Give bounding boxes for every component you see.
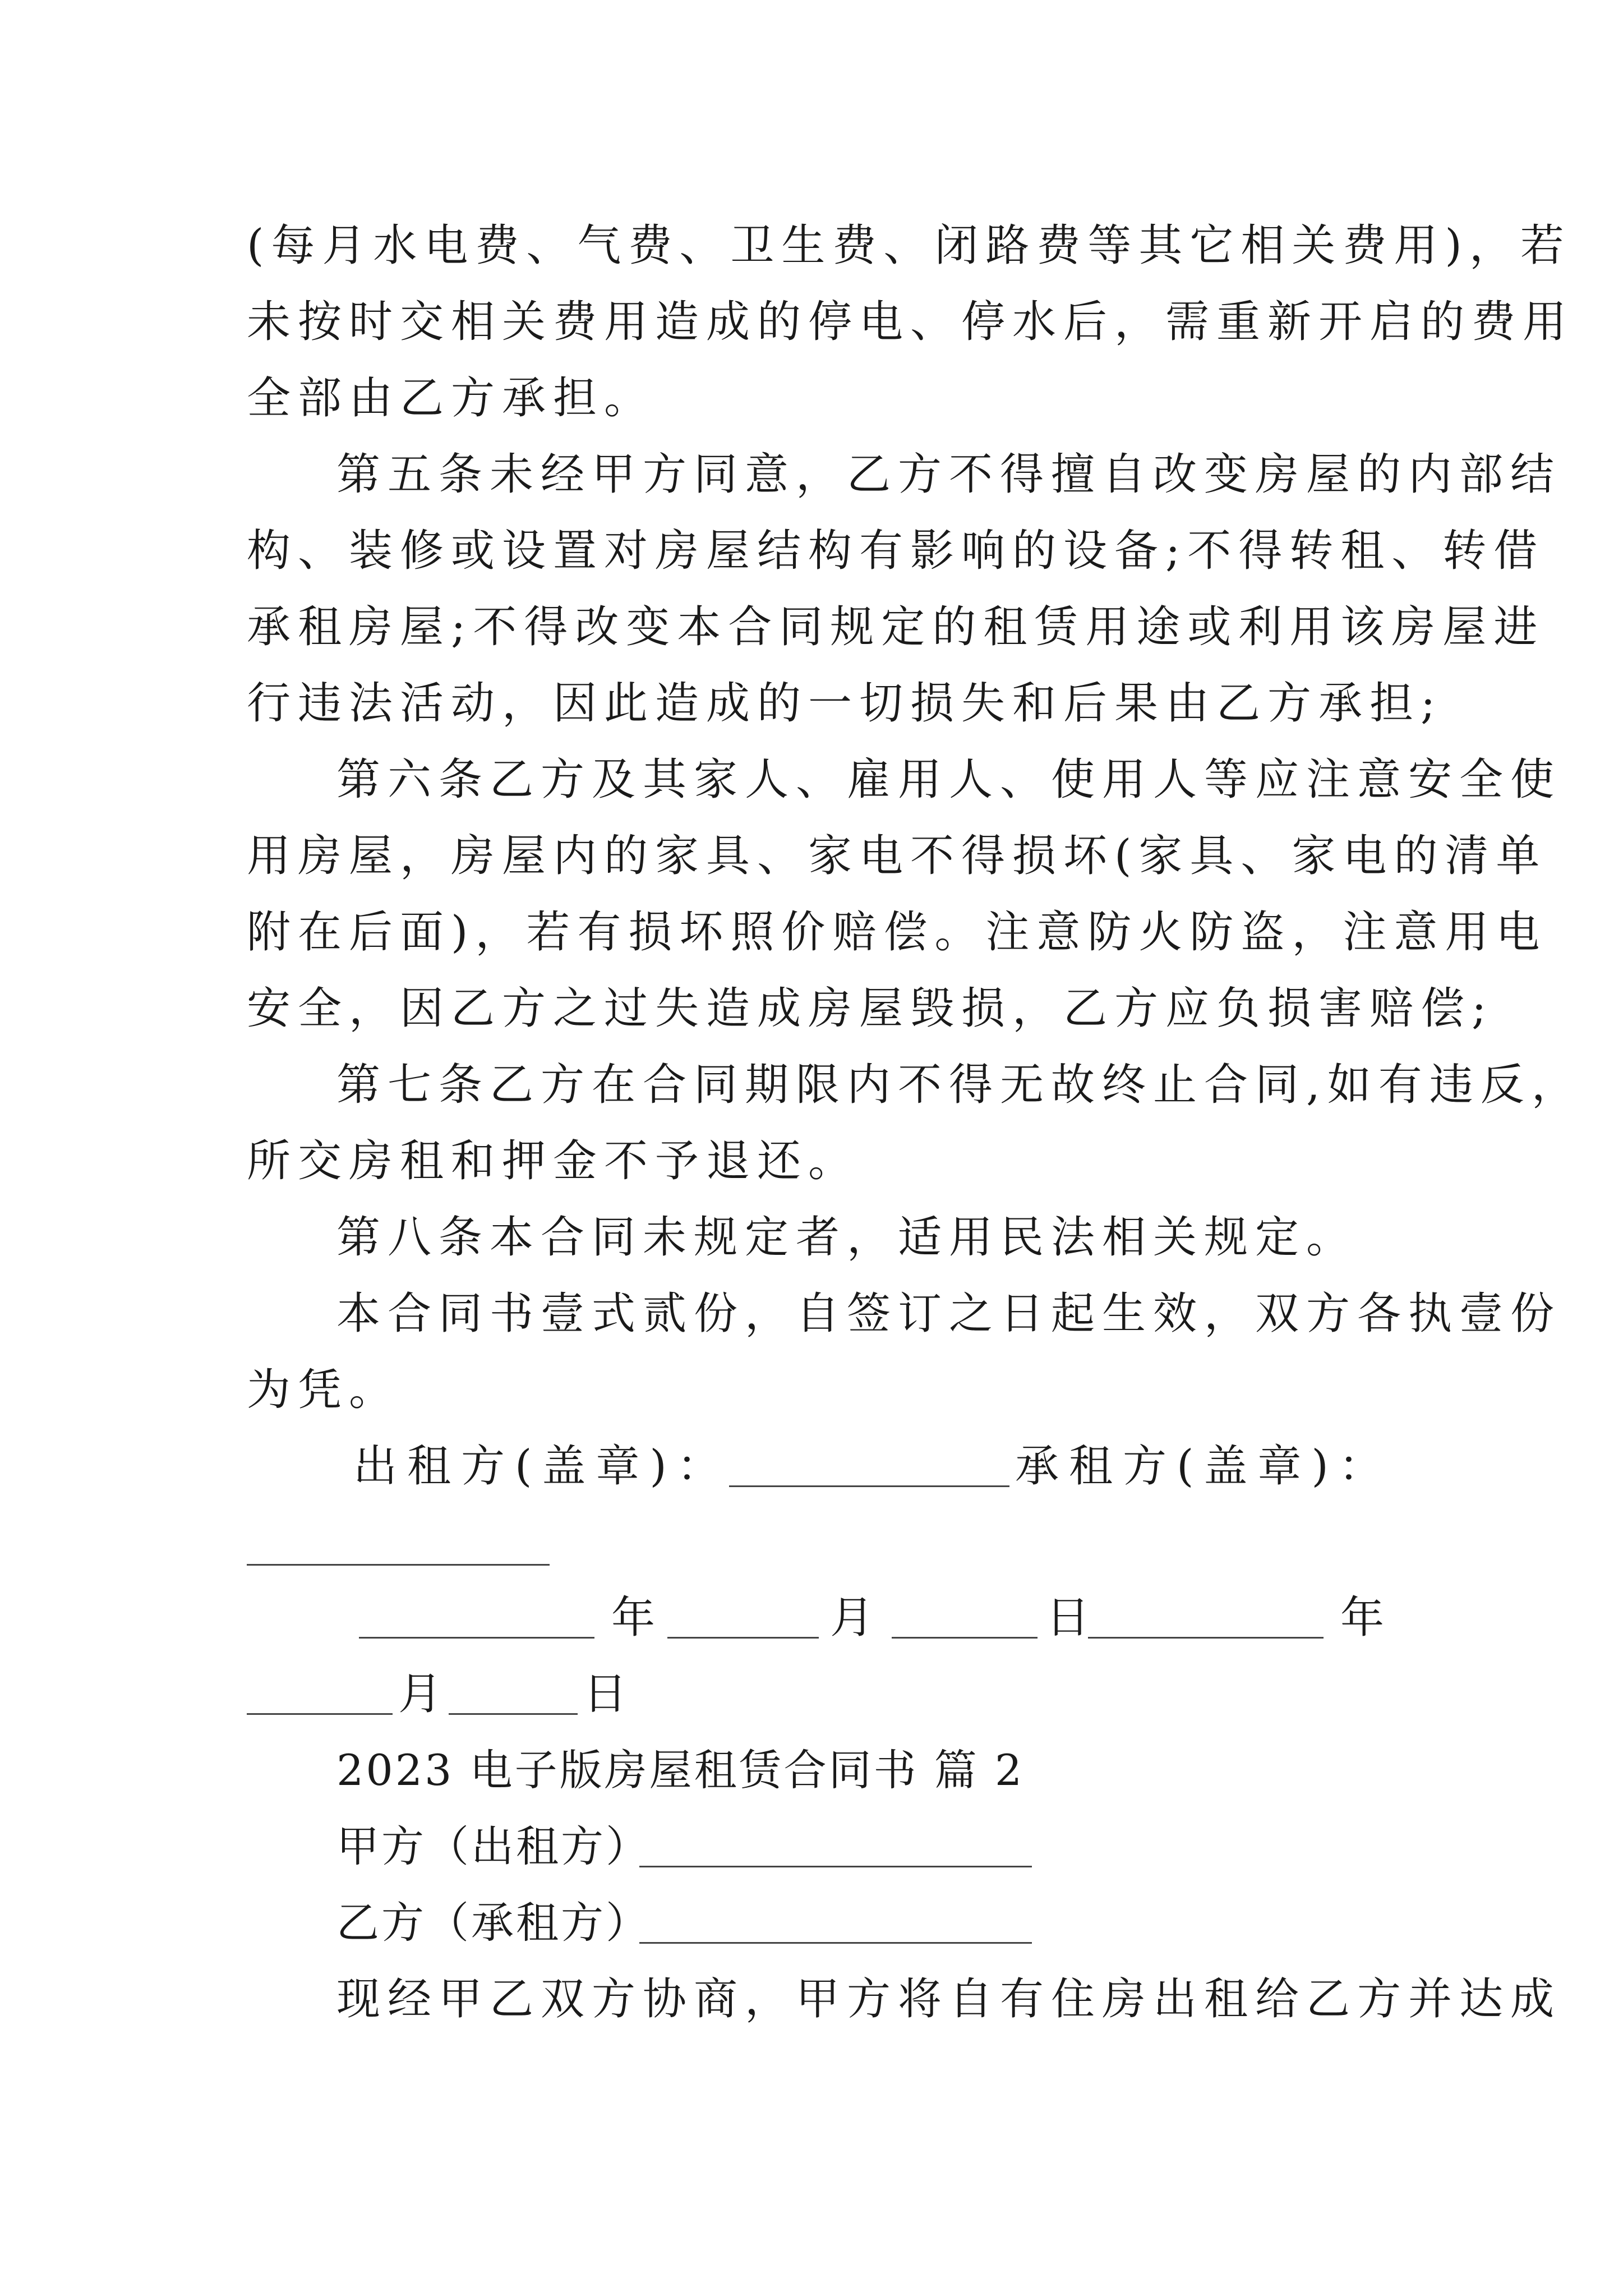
lessee-signature-blank[interactable] <box>247 1525 550 1566</box>
paragraph-line: 所交房租和押金不予退还。 <box>247 1136 860 1186</box>
lessee-day-blank[interactable] <box>449 1674 578 1715</box>
lessee-label: 承租方(盖章)： <box>1015 1441 1393 1492</box>
lessor-year-blank[interactable] <box>359 1598 594 1639</box>
paragraph-line: 安全，因乙方之过失造成房屋毁损，乙方应负损害赔偿; <box>247 983 1494 1034</box>
paragraph-line: 为凭。 <box>247 1365 400 1415</box>
paragraph-line: 全部由乙方承担。 <box>247 373 656 424</box>
lessor-month-blank[interactable] <box>667 1598 819 1639</box>
party-b-blank[interactable] <box>639 1903 1032 1944</box>
paragraph-line: 附在后面)，若有损坏照价赔偿。注意防火防盗，注意用电 <box>247 907 1547 958</box>
paragraph-line: 构、装修或设置对房屋结构有影响的设备;不得转租、转借 <box>247 526 1545 576</box>
paragraph-line: 用房屋，房屋内的家具、家电不得损坏(家具、家电的清单 <box>247 831 1547 881</box>
lessor-signature <box>353 1441 731 1492</box>
year-label: 年 <box>1340 1593 1395 1643</box>
article-7-line: 第七条乙方在合同期限内不得无故终止合同,如有违反， <box>336 1060 1583 1110</box>
paragraph-line: 承租房屋;不得改变本合同规定的租赁用途或利用该房屋进 <box>247 602 1545 652</box>
lessee-year-blank[interactable] <box>1088 1598 1324 1639</box>
article-5-line: 第五条未经甲方同意，乙方不得擅自改变房屋的内部结 <box>336 449 1562 500</box>
closing-line: 本合同书壹式贰份，自签订之日起生效，双方各执壹份 <box>336 1289 1562 1339</box>
article-6-line: 第六条乙方及其家人、雇用人、使用人等应注意安全使 <box>336 754 1562 805</box>
party-a-label: 甲方（出租方） <box>336 1821 651 1871</box>
paragraph-line: 行违法活动，因此造成的一切损失和后果由乙方承担; <box>247 678 1443 729</box>
contract-title: 2023 电子版房屋租赁合同书 篇 2 <box>336 1745 1025 1795</box>
day-label: 日 <box>583 1669 638 1719</box>
lessee-signature <box>1015 1441 1393 1492</box>
month-label: 月 <box>830 1593 884 1643</box>
contract-intro-line: 现经甲乙双方协商，甲方将自有住房出租给乙方并达成 <box>336 1974 1562 2024</box>
day-label: 日 <box>1046 1593 1100 1643</box>
lessor-signature-blank[interactable] <box>729 1446 1009 1487</box>
party-b-label: 乙方（承租方） <box>336 1898 651 1948</box>
lessor-label: 出租方(盖章)： <box>353 1441 731 1492</box>
year-label: 年 <box>611 1593 666 1643</box>
article-8-line: 第八条本合同未规定者，适用民法相关规定。 <box>336 1212 1358 1263</box>
paragraph-line: 未按时交相关费用造成的停电、停水后，需重新开启的费用 <box>247 297 1574 347</box>
month-label: 月 <box>398 1669 453 1719</box>
party-a-blank[interactable] <box>639 1826 1032 1867</box>
lessee-month-blank[interactable] <box>247 1674 393 1715</box>
lessor-day-blank[interactable] <box>892 1598 1038 1639</box>
paragraph-line: (每月水电费、气费、卫生费、闭路费等其它相关费用)，若 <box>247 220 1571 271</box>
